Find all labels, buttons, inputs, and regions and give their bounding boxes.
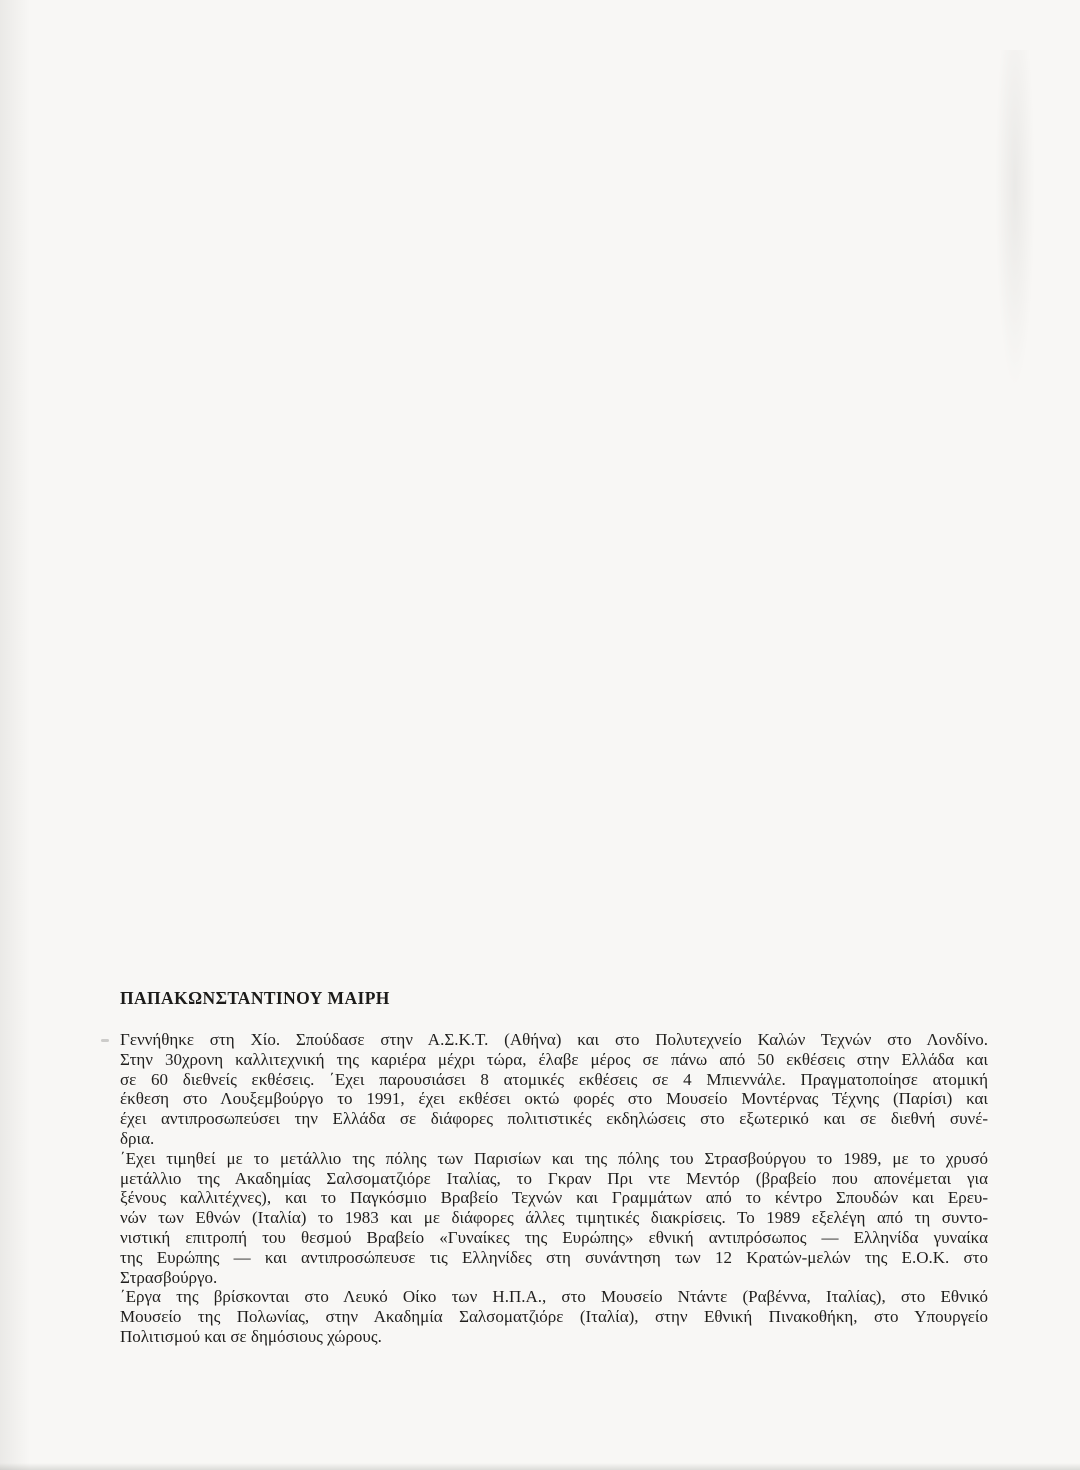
bio-line: νιστική επιτροπή του θεσμού Βραβείο «Γυναίκες της Ευρώπης» εθνική αντιπρόσωπος — Ελληνίδα γυναίκα: [120, 1227, 988, 1247]
bio-line: Γεννήθηκε στη Χίο. Σπούδασε στην Α.Σ.Κ.Τ. (Αθήνα) και στο Πολυτεχνείο Καλών Τεχνών στο Λονδίνο.: [120, 1030, 988, 1049]
bio-line: Στην 30χρονη καλλιτεχνική της καριέρα μέχρι τώρα, έλαβε μέρος σε πάνω από 50 εκθέσεις στην Ελλάδα και: [120, 1049, 988, 1069]
bio-paragraph: [120, 1149, 988, 1288]
bio-line: σε 60 διεθνείς εκθέσεις. ΄Εχει παρουσιάσει 8 ατομικές εκθέσεις σε 4 Μπιεννάλε. Πραγματοποίησε ατομική: [120, 1069, 988, 1089]
bio-line: ξένους καλλιτέχνες), και το Παγκόσμιο Βραβείο Τεχνών και Γραμμάτων από το κέντρο Σπουδών και Ερευ-: [120, 1188, 988, 1208]
scan-speck-artifact: [101, 1039, 109, 1042]
scan-smudge-artifact: [995, 50, 1035, 390]
scan-bottom-edge-shadow: [0, 1463, 1080, 1470]
bio-line: ΄Εχει τιμηθεί με το μετάλλιο της πόλης των Παρισίων και της πόλης του Στρασβούργου το 1989, με το χρυσό: [120, 1148, 988, 1168]
bio-line: έκθεση στο Λουξεμβούργο το 1991, έχει εκθέσει οκτώ φορές στο Μουσείο Μοντέρνας Τέχνης (Παρίσι) και: [120, 1089, 988, 1109]
scan-left-edge-shadow: [0, 0, 30, 1470]
bio-line: Μουσείο της Πολωνίας, στην Ακαδημία Σαλσοματζιόρε (Ιταλία), στην Εθνική Πινακοθήκη, στο Υπουργείο: [120, 1307, 988, 1327]
bio-line: δρια.: [120, 1128, 155, 1148]
artist-name-heading: ΠΑΠΑΚΩΝΣΤΑΝΤΙΝΟΥ ΜΑΙΡΗ: [120, 988, 390, 1008]
bio-paragraph: [120, 1287, 988, 1346]
bio-text: [120, 1030, 988, 1347]
bio-line: Πολιτισμού και σε δημόσιους χώρους.: [120, 1326, 382, 1346]
bio-line: νών των Εθνών (Ιταλία) το 1983 και με διάφορες άλλες τιμητικές διακρίσεις. Το 1989 εξελέγη από τη συντο-: [120, 1208, 988, 1228]
bio-line: έχει αντιπροσωπεύσει την Ελλάδα σε διάφορες πολιτιστικές εκδηλώσεις στο εξωτερικό και σε διεθνή συνέ-: [120, 1109, 988, 1129]
bio-line: μετάλλιο της Ακαδημίας Σαλσοματζιόρε Ιταλίας, το Γκραν Πρι ντε Μεντόρ (βραβείο που απονέμεται για: [120, 1168, 988, 1188]
bio-paragraph: [120, 1030, 988, 1149]
bio-line: ΄Εργα της βρίσκονται στο Λευκό Οίκο των Η.Π.Α., στο Μουσείο Ντάντε (Ραβέννα, Ιταλίας), στο Εθνικό: [120, 1287, 988, 1307]
bio-line: της Ευρώπης — και αντιπροσώπευσε τις Ελληνίδες στη συνάντηση των 12 Κρατών-μελών της Ε.Ο.Κ. στο: [120, 1247, 988, 1267]
bio-line: Στρασβούργο.: [120, 1267, 218, 1287]
